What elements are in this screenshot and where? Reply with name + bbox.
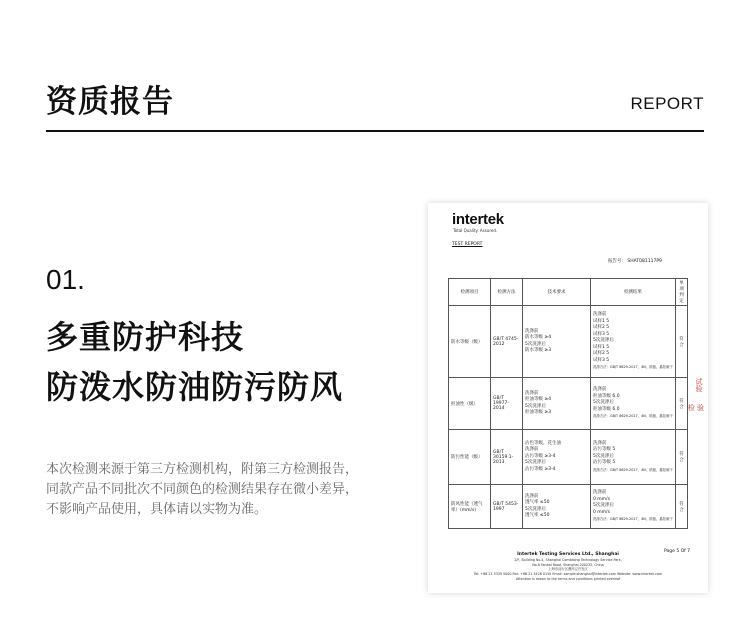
results-table (448, 278, 688, 529)
result-line: 洗涤前 (593, 490, 607, 496)
result-line: 拒油等级 6.0 (593, 393, 620, 399)
requirement-line: 5次洗涤后 (525, 403, 546, 409)
footer-line: 2/F, Building No.4, Shanghai Comlidong Technology Service Park, (514, 557, 622, 562)
result-line: 0 mm/s (593, 509, 610, 515)
table-header: 检测结果 (591, 279, 676, 306)
description-line: 同款产品不同批次不同颜色的检测结果存在微小差异， (46, 482, 359, 497)
result-cell (591, 430, 676, 485)
requirement-cell (523, 485, 591, 529)
verdict-cell: 符合 (675, 430, 687, 485)
page-number: Page 5 Of 7 (664, 549, 691, 554)
result-line: 试样1 5 (593, 344, 610, 350)
result-line: 5次洗涤后 (593, 453, 614, 459)
method-cell: GB/T 30159.1-2013 (491, 430, 523, 485)
test-report-image (428, 203, 708, 593)
requirement-line: 防水等级 ≥3 (525, 348, 552, 353)
requirement-cell (523, 430, 591, 485)
footer-line: No.8 Fanbai Road, Shanghai 200233, China (532, 562, 604, 567)
footer-line: Tel: +86 21 5339 5000 Fax: +86 21 5426 0150 Email: sample.shanghai@intertek.com Website: www.intertek.com (473, 572, 663, 577)
table-row (449, 430, 688, 485)
table-header: 检测方法 (491, 279, 523, 306)
result-line: 5次洗涤后 (593, 400, 614, 406)
table-header: 检测项目 (449, 279, 491, 306)
result-line: 沾污等级 5 (593, 460, 616, 466)
requirement-cell (523, 306, 591, 378)
result-line: 洗涤方法：GB/T 8629-2017，4N，浓缩，悬挂晾干 (593, 365, 673, 370)
verdict-cell: 符合 (675, 306, 687, 378)
method-cell: GB/T 4745-2012 (491, 306, 523, 378)
result-line: 沾污等级 5 (593, 447, 616, 453)
result-line: 试样2 5 (593, 325, 610, 331)
item-cell: 拒油性（级） (449, 378, 491, 430)
table-header: 技术要求 (523, 279, 591, 306)
requirement-line: 拒油等级 ≥3 (525, 410, 552, 415)
requirement-line: 洗涤前 (525, 493, 539, 499)
description-line: 不影响产品使用，具体请以实物为准。 (46, 502, 268, 517)
requirement-line: 5次洗涤后 (525, 506, 546, 512)
method-cell: GB/T 5453-1997 (491, 485, 523, 529)
item-cell: 防水等级（级） (449, 306, 491, 378)
table-header: 单项判定 (675, 279, 687, 306)
requirement-line: 沾色等级，花生油 (525, 440, 561, 446)
result-cell (591, 306, 676, 378)
result-cell (591, 378, 676, 430)
result-line: 洗涤方法：GB/T 8629-2017，4N，浓缩，悬挂晾干 (593, 517, 673, 522)
requirement-line: 洗涤前 (525, 390, 539, 396)
footer-line: Attention is drawn to the terms and conditions printed overleaf (515, 576, 621, 581)
red-stamp: 试验 (695, 378, 703, 392)
section-number: 01. (46, 264, 85, 295)
table-row (449, 378, 688, 430)
result-line: 洗涤方法：GB/T 8629-2017，4N，浓缩，悬挂晾干 (593, 414, 673, 419)
requirement-line: 洗涤前 (525, 447, 539, 453)
result-cell (591, 485, 676, 529)
result-line: 洗涤前 (593, 387, 607, 393)
table-header-row (449, 279, 688, 306)
requirement-line: 防水等级 ≥4 (525, 335, 552, 340)
result-line: 试样1 5 (593, 318, 610, 324)
requirement-line: 5次洗涤后 (525, 460, 546, 466)
description-line: 本次检测来源于第三方检测机构，附第三方检测报告， (46, 462, 359, 477)
requirement-line: 拒油等级 ≥4 (525, 397, 552, 402)
result-line: 洗涤前 (593, 312, 607, 318)
verdict-cell: 符合 (675, 485, 687, 529)
header-divider (46, 130, 704, 132)
result-line: 拒油等级 6.0 (593, 406, 620, 412)
logo-tagline: Total Quality. Assured. (453, 228, 498, 233)
footer-line: Intertek Testing Services Ltd., Shanghai (517, 552, 619, 557)
table-row (449, 306, 688, 378)
result-line: 5次洗涤后 (593, 338, 614, 344)
table-row (449, 485, 688, 529)
result-line: 试样3 5 (593, 331, 610, 337)
test-report-heading: TEST REPORT (452, 242, 483, 247)
intertek-logo: intertek (452, 211, 504, 228)
verdict-cell: 符合 (675, 378, 687, 430)
page-title: 资质报告 (46, 84, 174, 120)
requirement-line: 透气率 ≤50 (525, 500, 550, 505)
headline-line: 防泼水防油防污防风 (46, 368, 344, 406)
headline (46, 312, 343, 412)
result-line: 试样3 5 (593, 357, 610, 363)
result-line: 洗涤方法：GB/T 8629-2017，4N，浓缩，悬挂晾干 (593, 467, 673, 472)
item-cell: 防污性能（级） (449, 430, 491, 485)
requirement-cell (523, 378, 591, 430)
footer-line: 上海市闵行区漕河泾开发区 (548, 567, 588, 572)
requirement-line: 5次洗涤后 (525, 341, 546, 347)
requirement-line: 透气率 ≤50 (525, 513, 550, 518)
requirement-line: 洗涤前 (525, 328, 539, 334)
description (46, 460, 358, 520)
requirement-line: 沾污等级 ≥3-4 (525, 453, 556, 459)
report-label: REPORT (630, 94, 704, 113)
result-line: 0 mm/s (593, 496, 610, 502)
requirement-line: 沾污等级 ≥3-4 (525, 466, 556, 472)
document-footer (428, 553, 708, 582)
method-cell: GB/T 19977-2014 (491, 378, 523, 430)
item-cell: 防风性能（透气率）(mm/s) (449, 485, 491, 529)
report-number: 报告号： SHAT081117P9 (608, 259, 662, 264)
result-line: 5次洗涤后 (593, 503, 614, 509)
red-stamp: 检 验 (687, 404, 704, 412)
result-line: 试样2 5 (593, 351, 610, 357)
headline-line: 多重防护科技 (46, 318, 245, 356)
result-line: 洗涤前 (593, 440, 607, 446)
